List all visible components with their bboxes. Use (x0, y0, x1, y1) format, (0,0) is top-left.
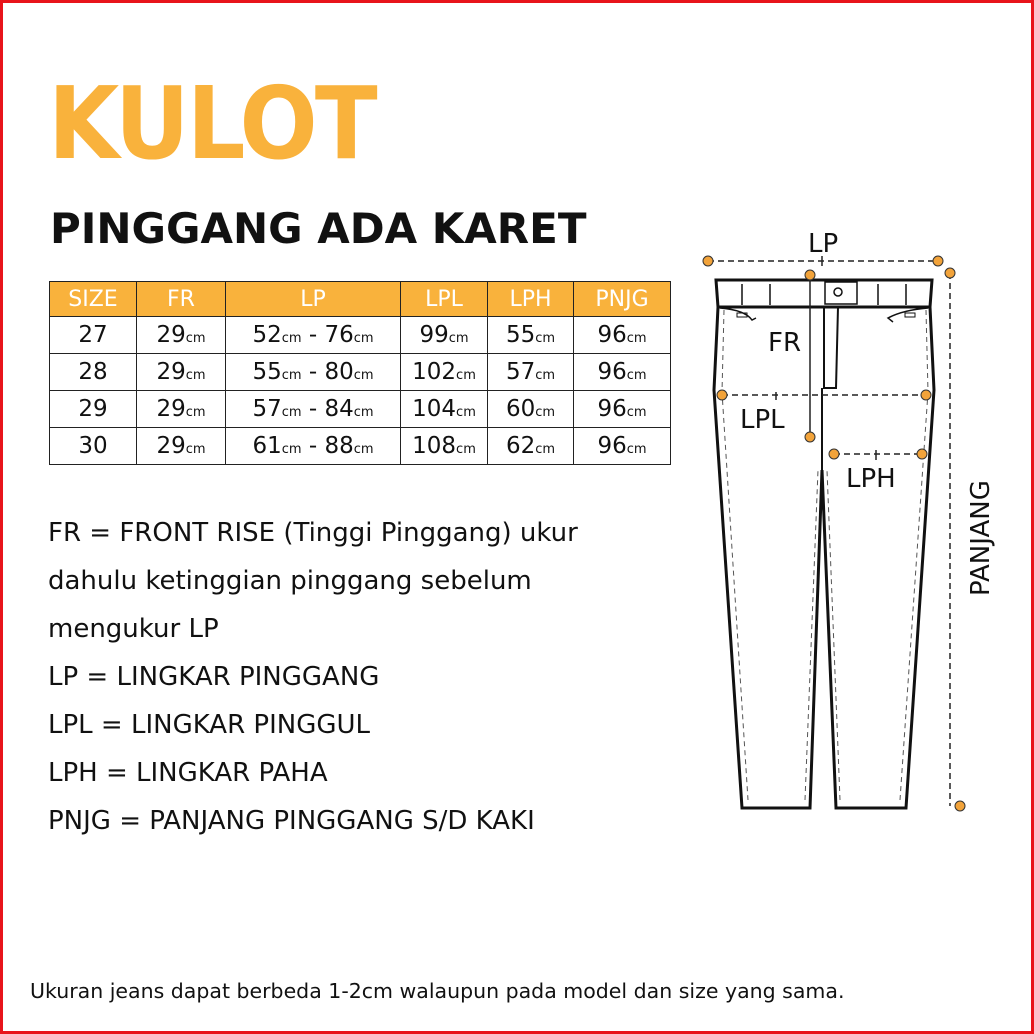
cell-lph: 62cm (488, 428, 574, 465)
button-icon (834, 288, 842, 296)
table-row (50, 317, 671, 354)
legend (48, 509, 688, 845)
cell-lp: 55cm - 80cm (226, 354, 401, 391)
cell-lp: 52cm - 76cm (226, 317, 401, 354)
lp-dot-right (933, 256, 943, 266)
cell-size: 28 (50, 354, 137, 391)
fr-dot-top (805, 270, 815, 280)
cell-fr: 29cm (137, 354, 226, 391)
cell-lph: 55cm (488, 317, 574, 354)
cell-size: 27 (50, 317, 137, 354)
legend-lp: LP = LINGKAR PINGGANG (48, 662, 380, 692)
cell-pnjg: 96cm (574, 354, 671, 391)
cell-lpl: 102cm (401, 354, 488, 391)
label-panjang: PANJANG (966, 480, 996, 596)
cell-pnjg: 96cm (574, 428, 671, 465)
header-size: SIZE (50, 282, 137, 317)
cell-lpl: 108cm (401, 428, 488, 465)
lph-dot-left (829, 449, 839, 459)
label-lp: LP (808, 229, 839, 259)
cell-size: 30 (50, 428, 137, 465)
lpl-dot-right (921, 390, 931, 400)
legend-lpl: LPL = LINGKAR PINGGUL (48, 710, 371, 740)
legend-fr-line-1: FR = FRONT RISE (Tinggi Pinggang) ukur (48, 518, 578, 548)
legend-fr-line-3: mengukur LP (48, 614, 219, 644)
label-fr: FR (768, 328, 802, 358)
header-pnjg: PNJG (574, 282, 671, 317)
cell-size: 29 (50, 391, 137, 428)
cell-lp: 61cm - 88cm (226, 428, 401, 465)
cell-fr: 29cm (137, 428, 226, 465)
cell-lph: 57cm (488, 354, 574, 391)
cell-pnjg: 96cm (574, 391, 671, 428)
table-row (50, 428, 671, 465)
page-title: KULOT (48, 65, 375, 182)
table-header-row (50, 282, 671, 317)
legend-pnjg: PNJG = PANJANG PINGGANG S/D KAKI (48, 806, 535, 836)
size-table (49, 281, 671, 465)
panjang-dot-top (945, 268, 955, 278)
cell-lpl: 99cm (401, 317, 488, 354)
page-subtitle: PINGGANG ADA KARET (50, 204, 587, 253)
pants-diagram (690, 225, 1010, 825)
waistband (716, 280, 932, 307)
legend-fr-line-2: dahulu ketinggian pinggang sebelum (48, 566, 532, 596)
header-lpl: LPL (401, 282, 488, 317)
cell-fr: 29cm (137, 391, 226, 428)
label-lph: LPH (846, 464, 896, 494)
footer-note: Ukuran jeans dapat berbeda 1-2cm walaupun pada model dan size yang sama. (30, 979, 845, 1003)
header-fr: FR (137, 282, 226, 317)
lp-dot-left (703, 256, 713, 266)
header-lp: LP (226, 282, 401, 317)
table-row (50, 391, 671, 428)
header-lph: LPH (488, 282, 574, 317)
cell-lph: 60cm (488, 391, 574, 428)
fr-dot-bottom (805, 432, 815, 442)
lph-dot-right (917, 449, 927, 459)
label-lpl: LPL (740, 405, 785, 435)
lpl-dot-left (717, 390, 727, 400)
cell-lp: 57cm - 84cm (226, 391, 401, 428)
table-row (50, 354, 671, 391)
cell-lpl: 104cm (401, 391, 488, 428)
cell-fr: 29cm (137, 317, 226, 354)
cell-pnjg: 96cm (574, 317, 671, 354)
legend-lph: LPH = LINGKAR PAHA (48, 758, 328, 788)
panjang-dot-bottom (955, 801, 965, 811)
